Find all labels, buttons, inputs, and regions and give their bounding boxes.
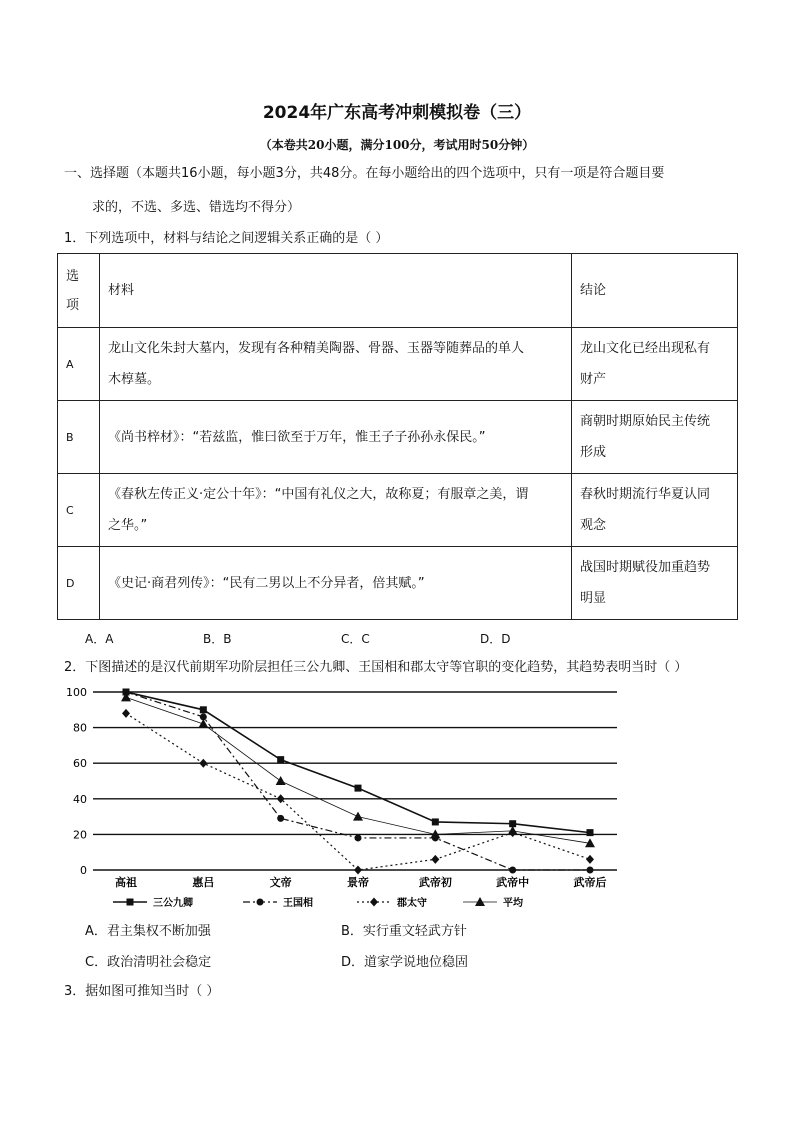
exam-info: （本卷共20小题，满分100分，考试用时50分钟） — [259, 138, 535, 152]
question-1-table — [57, 253, 738, 620]
x-tick-label: 武帝初 — [418, 876, 452, 889]
data-point — [586, 855, 594, 864]
data-point — [122, 709, 130, 718]
header-option-line2: 项 — [66, 297, 80, 313]
legend-label: 王国相 — [283, 898, 313, 909]
q2-choice-b[interactable]: B．实行重文轻武方针 — [341, 924, 467, 939]
y-tick-label: 0 — [80, 864, 87, 877]
row-material — [100, 328, 572, 401]
data-point — [277, 756, 284, 763]
q1-choice-c[interactable]: C．C — [341, 632, 370, 646]
q1-choice-a[interactable]: A．A — [85, 632, 114, 646]
y-tick-label: 100 — [66, 686, 87, 699]
series-line — [126, 692, 590, 870]
y-tick-label: 40 — [73, 792, 87, 806]
table-row — [58, 401, 738, 474]
data-point — [277, 815, 284, 822]
data-point — [257, 899, 264, 906]
x-tick-label: 文帝 — [269, 876, 292, 889]
x-tick-label: 高祖 — [115, 876, 137, 889]
data-point — [276, 776, 286, 785]
section-instructions-line2: 求的，不选、多选、错选均不得分） — [92, 200, 301, 215]
row-material — [100, 547, 572, 620]
header-conclusion-cell: 结论 — [572, 254, 738, 328]
series-line — [126, 713, 590, 870]
data-point — [200, 706, 207, 713]
question-3-stem: 3．据如图可推知当时（ ） — [64, 984, 220, 999]
material-line: 龙山文化朱封大墓内，发现有各种精美陶器、骨器、玉器等随葬品的单人 — [108, 341, 525, 356]
legend-label: 三公九卿 — [153, 898, 193, 909]
material-line: 《尚书梓材》：“若兹监，惟曰欲至于万年，惟王子子孙孙永保民。” — [108, 429, 486, 445]
data-point — [354, 866, 362, 875]
conclusion-line: 春秋时期流行华夏认同 — [580, 487, 711, 502]
data-point — [587, 829, 594, 836]
header-option-line1: 选 — [66, 268, 80, 284]
conclusion-line: 财产 — [580, 372, 607, 387]
data-point — [370, 898, 378, 907]
conclusion-line: 形成 — [580, 445, 607, 460]
conclusion-line: 观念 — [580, 518, 607, 533]
table-row — [58, 328, 738, 401]
material-line: 《史记·商君列传》：“民有二男以上不分异者，倍其赋。” — [108, 575, 425, 591]
q1-choice-b[interactable]: B．B — [203, 632, 232, 646]
row-option: C — [58, 474, 100, 547]
table-header-row — [58, 254, 738, 328]
q2-choice-c[interactable]: C．政治清明社会稳定 — [85, 955, 212, 970]
conclusion-line: 明显 — [580, 591, 607, 606]
table-row — [58, 474, 738, 547]
q2-choice-d[interactable]: D．道家学说地位稳固 — [341, 955, 469, 970]
y-tick-label: 80 — [73, 721, 87, 735]
legend-label: 平均 — [503, 898, 523, 909]
x-tick-label: 武帝中 — [496, 876, 530, 889]
header-material-cell: 材料 — [100, 254, 572, 328]
data-point — [475, 897, 485, 906]
conclusion-line: 龙山文化已经出现私有 — [580, 341, 711, 356]
row-material — [100, 474, 572, 547]
x-tick-label: 景帝 — [347, 876, 369, 889]
x-tick-label: 惠吕 — [192, 876, 215, 889]
data-point — [198, 719, 208, 728]
conclusion-line: 战国时期赋役加重趋势 — [580, 560, 711, 575]
data-point — [355, 785, 362, 792]
data-point — [431, 855, 439, 864]
row-option: A — [58, 328, 100, 401]
data-point — [587, 867, 594, 874]
data-point — [199, 759, 207, 768]
series-line — [126, 697, 590, 843]
material-line: 《春秋左传正义·定公十年》：“中国有礼仪之大，故称夏；有服章之美，谓 — [108, 487, 529, 502]
q2-choice-a[interactable]: A．君主集权不断加强 — [85, 924, 211, 939]
q1-choice-d[interactable]: D．D — [480, 632, 511, 646]
row-option: B — [58, 401, 100, 474]
row-option: D — [58, 547, 100, 620]
row-conclusion — [572, 401, 738, 474]
material-line: 之华。” — [108, 518, 148, 533]
y-tick-label: 60 — [73, 757, 87, 771]
legend-label: 郡太守 — [397, 898, 427, 909]
conclusion-line: 商朝时期原始民主传统 — [580, 414, 711, 429]
data-point — [355, 834, 362, 841]
data-point — [353, 812, 363, 821]
officials-trend-chart — [55, 684, 635, 914]
page-title: 2024年广东高考冲刺模拟卷（三） — [262, 103, 532, 123]
row-conclusion — [572, 547, 738, 620]
data-point — [127, 899, 134, 906]
question-1-stem: 1．下列选项中，材料与结论之间逻辑关系正确的是（ ） — [64, 231, 389, 246]
header-option-cell — [58, 254, 100, 328]
section-instructions-line1: 一、选择题（本题共16小题，每小题3分，共48分。在每小题给出的四个选项中，只有一项是符合题目要 — [64, 166, 665, 181]
table-row — [58, 547, 738, 620]
y-tick-label: 20 — [73, 828, 87, 842]
row-conclusion — [572, 474, 738, 547]
row-material — [100, 401, 572, 474]
x-tick-label: 武帝后 — [573, 876, 607, 889]
data-point — [509, 867, 516, 874]
series-line — [126, 692, 590, 833]
question-2-stem: 2．下图描述的是汉代前期军功阶层担任三公九卿、王国相和郡太守等官职的变化趋势，其趋势表明当时（ ） — [64, 660, 688, 675]
data-point — [432, 818, 439, 825]
row-conclusion — [572, 328, 738, 401]
material-line: 木椁墓。 — [108, 372, 161, 387]
